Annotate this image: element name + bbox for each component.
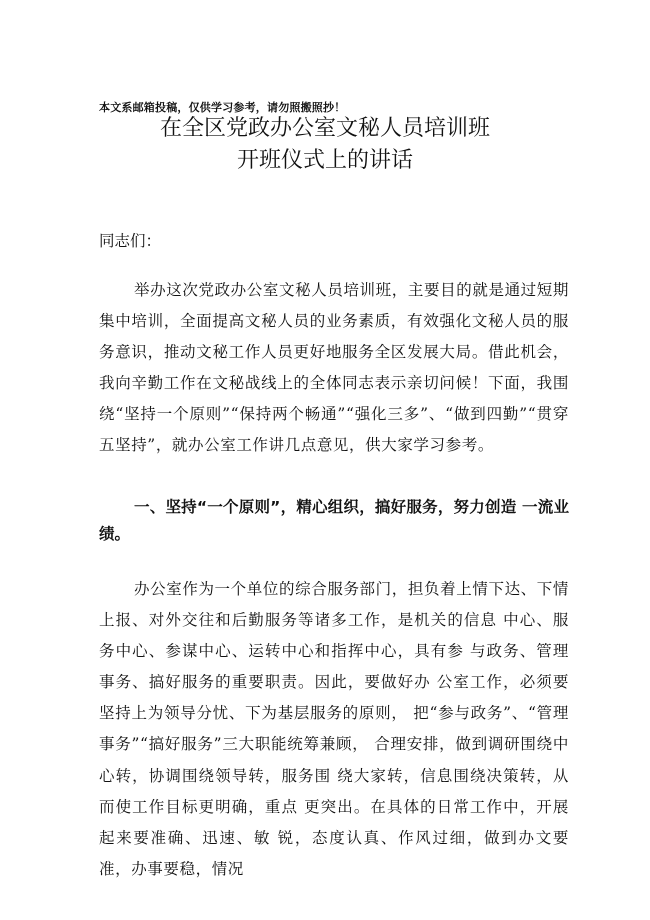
title-line-2: 开班仪式上的讲话	[236, 148, 413, 173]
title-line-1: 在全区党政办公室文秘人员培训班	[159, 116, 490, 141]
section-heading-1: 一、坚持“一个原则”，精心组织，搞好服务，努力创造 一流业绩。	[99, 498, 569, 543]
body-paragraph-2: 办公室作为一个单位的综合服务部门，担负着上情下达、下情上报、对外交往和后勤服务等诸多工作，是机关的信息 中心、服务中心、参谋中心、运转中心和指挥中心，具有参 与政务、管理事务、搞好服务的重要职责。因此，要做好办 公室工作，必须要坚持上为领导分忧、下为基层服务的原则， 把“参与政务”、“管理事务”“搞好服务”三大职能统筹兼顾， 合理安排，做到调研围绕中心转，协调围绕领导转，服务围 绕大家转，信息围绕决策转，从而使工作目标更明确，重点 更突出。在具体的日常工作中，开展起来要准确、迅速、敏 锐，态度认真、作风过细，做到办文要准，办事要稳，情况	[99, 580, 569, 878]
submission-notice: 本文系邮箱投稿，仅供学习参考，请勿照搬照抄！	[99, 101, 346, 114]
body-paragraph-1: 举办这次党政办公室文秘人员培训班，主要目的就是通过短期集中培训，全面提高文秘人员的业务素质，有效强化文秘人员的服务意识，推动文秘工作人员更好地服务全区发展大局。借此机会，我向辛勤工作在文秘战线上的全体同志表示亲切问候！下面，我围绕“坚持一个原则”“保持两个畅通”“强化三多”、“做到四勤”“贯穿五坚持”，就办公室工作讲几点意见，供大家学习参考。	[99, 281, 569, 455]
salutation: 同志们：	[99, 232, 162, 250]
